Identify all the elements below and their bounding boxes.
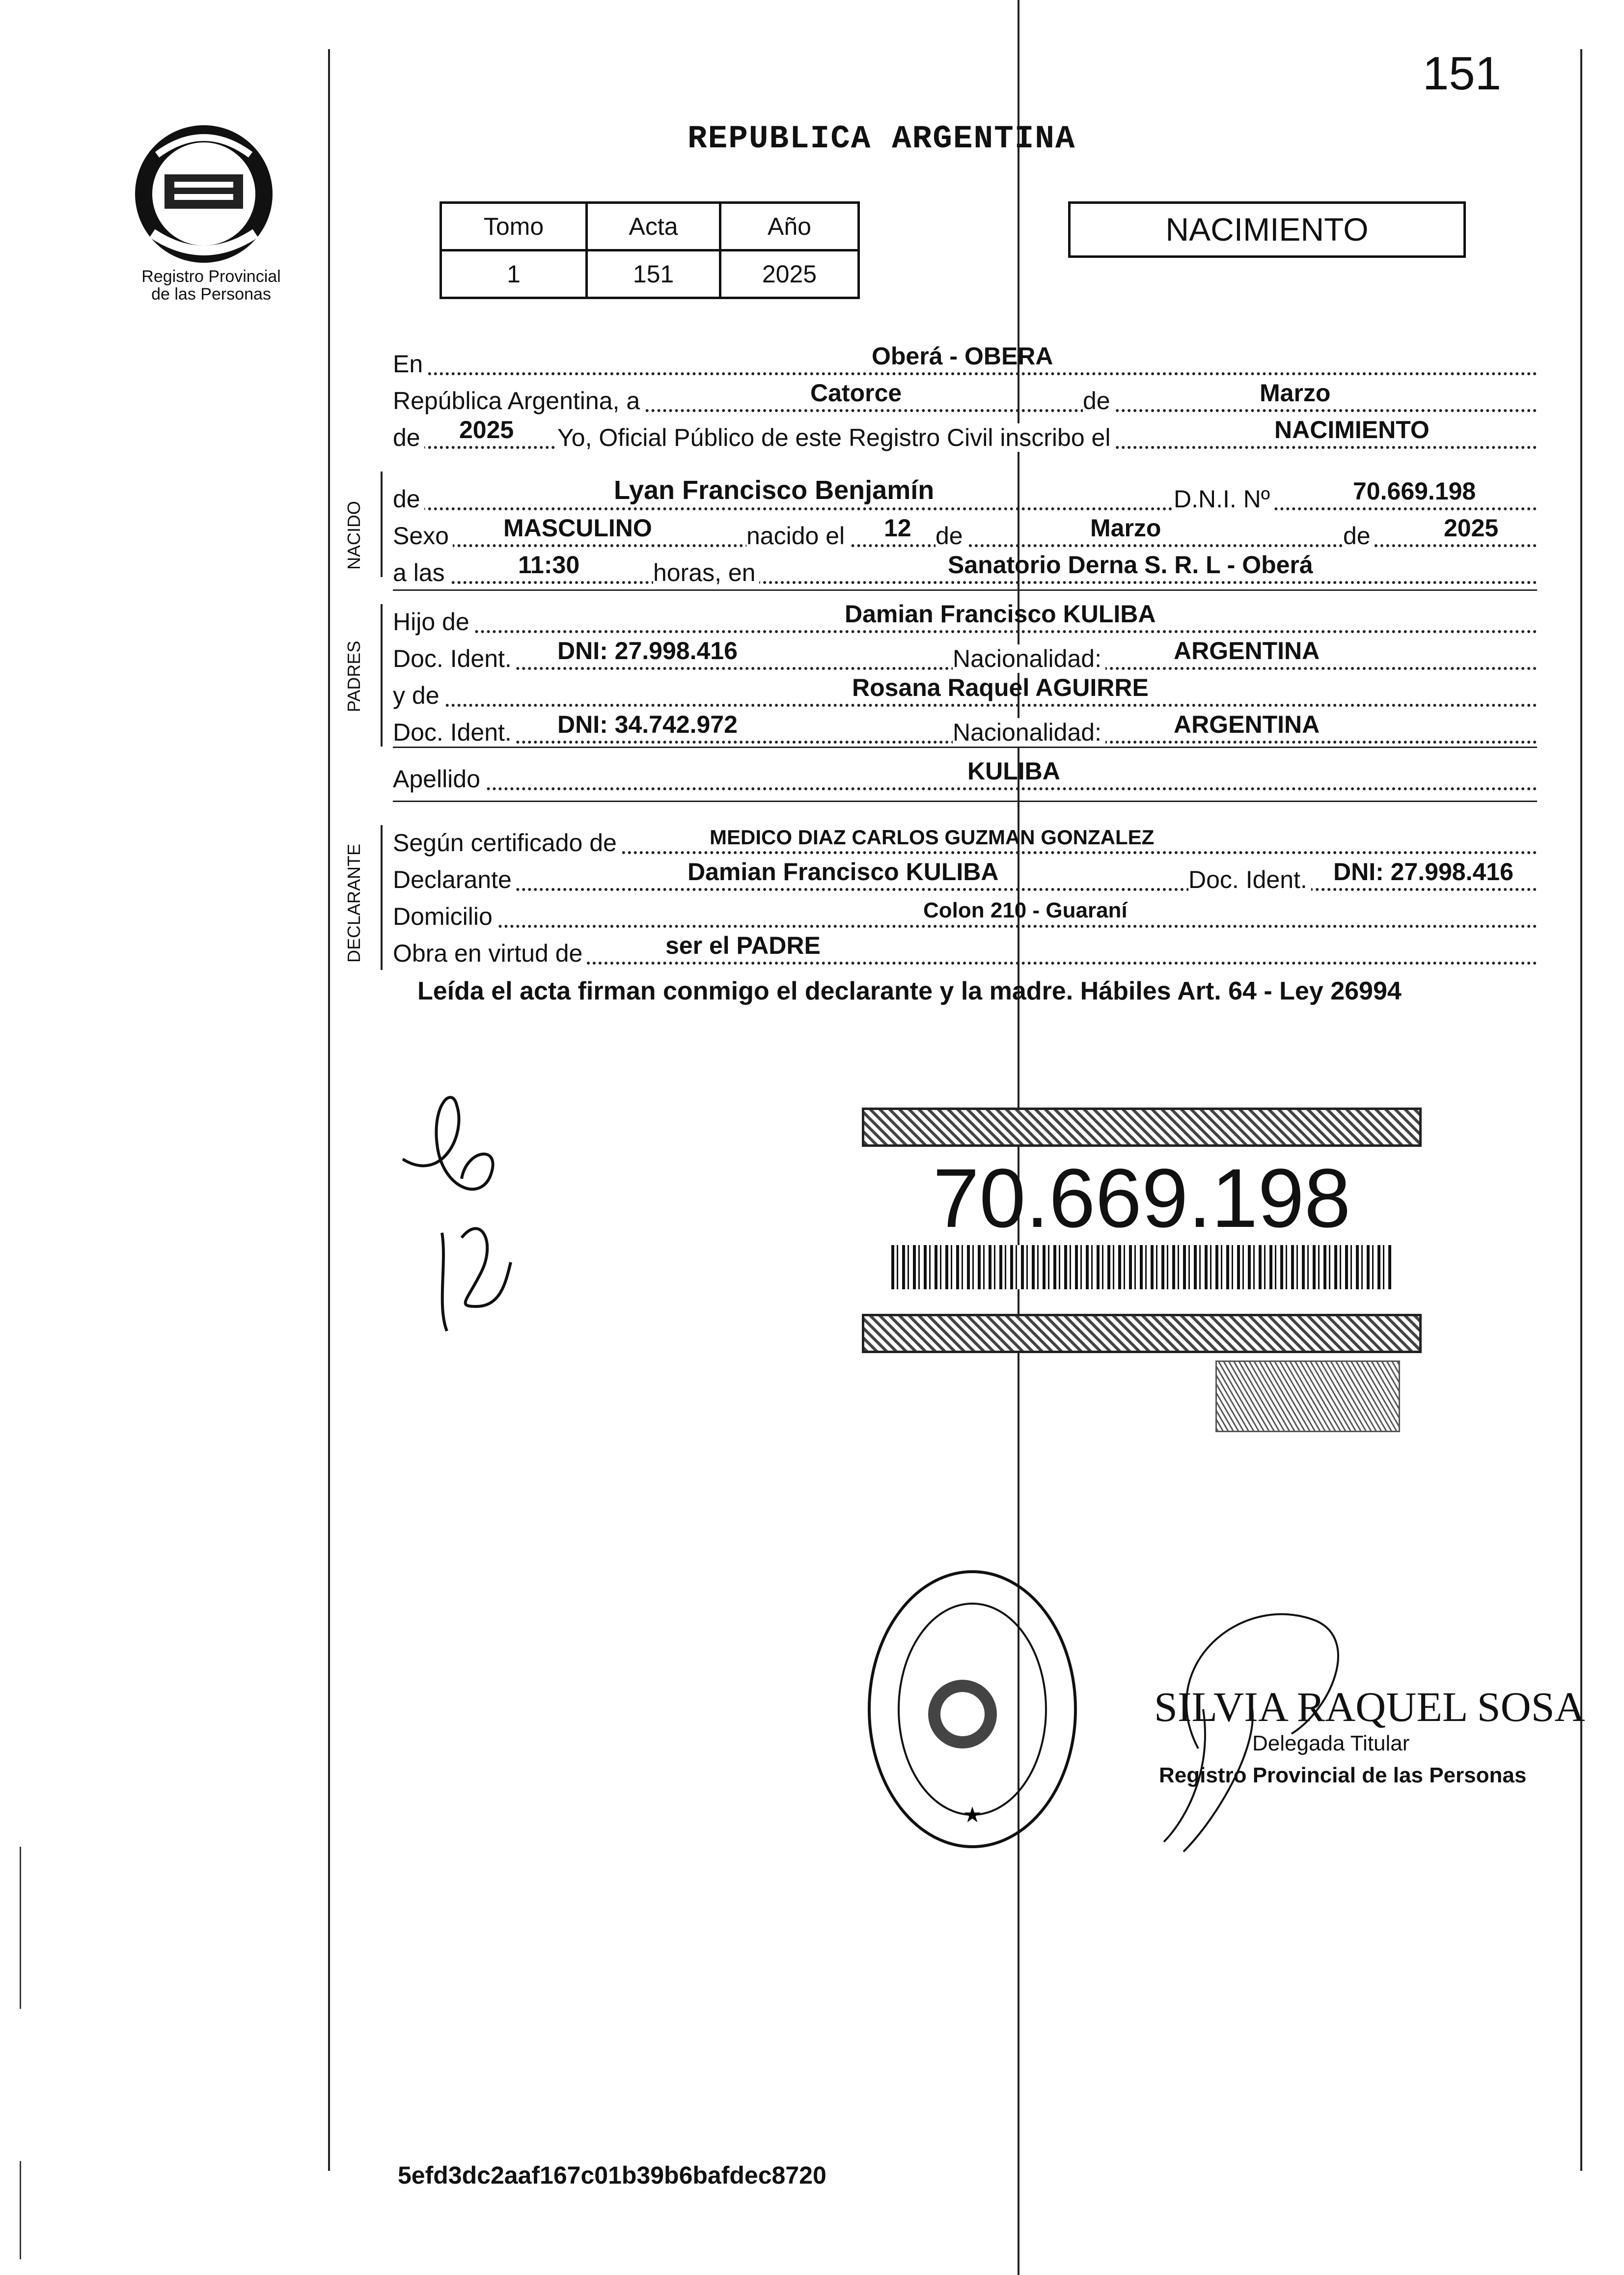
dotted-line [393, 925, 1537, 928]
nacido-de-label: de [936, 522, 967, 550]
en-value: Oberá - OBERA [872, 342, 1053, 370]
logo-caption [118, 268, 304, 303]
security-band [862, 1314, 1422, 1353]
declarante-label: Declarante [393, 865, 516, 894]
dotted-line [393, 704, 1537, 707]
section-separator [393, 589, 1537, 591]
official-name: SILVIA RAQUEL SOSA [1154, 1683, 1585, 1730]
horas-label: horas, en [653, 558, 759, 587]
anio-value: 2025 [720, 250, 859, 298]
table-row [441, 250, 859, 298]
certificado-label: Según certificado de [393, 829, 621, 857]
logo-caption-line2: de las Personas [151, 285, 271, 304]
row-madre [393, 675, 1537, 710]
svg-text:★: ★ [963, 1803, 982, 1827]
mes-value: Marzo [1260, 379, 1331, 407]
barcode [891, 1245, 1392, 1289]
row-nombre [393, 475, 1537, 513]
padres-section-label: PADRES [344, 640, 364, 712]
row-en [393, 344, 1537, 378]
padre-nac-value: ARGENTINA [1174, 637, 1320, 665]
logo-caption-line1: Registro Provincial [141, 267, 281, 286]
anio-inscripcion-value: 2025 [459, 416, 514, 444]
nombre-value: Lyan Francisco Benjamín [614, 475, 935, 505]
sexo-value: MASCULINO [503, 514, 652, 542]
page-number: 151 [1422, 47, 1501, 100]
padre-nac-label: Nacionalidad: [953, 644, 1105, 673]
barcode-number: 70.669.198 [933, 1152, 1351, 1245]
padre-doc-value: DNI: 27.998.416 [557, 637, 738, 665]
tomo-value: 1 [441, 250, 587, 298]
declarante-doc-label: Doc. Ident. [1188, 865, 1311, 894]
official-role: Delegada Titular [1252, 1731, 1410, 1755]
inscribo-value: NACIMIENTO [1274, 416, 1430, 444]
nacido-dia-value: 12 [884, 514, 911, 542]
inscribo-label: Yo, Oficial Público de este Registro Civil inscribo el [557, 423, 1114, 452]
declarant-signature [383, 1076, 560, 1351]
row-fecha [393, 381, 1537, 415]
table-header-row [441, 203, 859, 250]
closing-statement: Leída el acta firman conmigo el declarante y la madre. Hábiles Art. 64 - Ley 26994 [417, 977, 1402, 1005]
table-header-cell: Año [720, 203, 859, 250]
nacido-de2-label: de [1343, 522, 1375, 550]
row-inscripcion [393, 417, 1537, 452]
declarante-section-bar [381, 825, 383, 970]
document-title: REPUBLICA ARGENTINA [688, 120, 1076, 157]
padre-name: Damian Francisco KULIBA [845, 600, 1156, 628]
dia-value: Catorce [810, 379, 902, 407]
apellido-value: KULIBA [967, 757, 1060, 785]
row-hora [393, 553, 1537, 587]
domicilio-value: Colon 210 - Guaraní [923, 898, 1128, 922]
obra-value: ser el PADRE [665, 932, 821, 959]
dotted-line [393, 372, 1537, 375]
row-padre-doc [393, 638, 1537, 673]
hijo-label: Hijo de [393, 608, 473, 636]
section-separator [393, 801, 1537, 802]
dni-barcode-block [862, 1108, 1422, 1353]
madre-name: Rosana Raquel AGUIRRE [852, 674, 1149, 701]
nacido-anio-value: 2025 [1444, 514, 1499, 542]
official-office: Registro Provincial de las Personas [1159, 1763, 1527, 1787]
dni-label: D.N.I. Nº [1174, 485, 1274, 513]
acta-value: 151 [587, 250, 720, 298]
dotted-line [393, 888, 1537, 891]
republica-label: República Argentina, a [393, 387, 644, 415]
record-type-box: NACIMIENTO [1068, 201, 1466, 258]
domicilio-label: Domicilio [393, 902, 496, 931]
declarante-value: Damian Francisco KULIBA [688, 858, 999, 886]
scan-mark [20, 2161, 21, 2259]
record-reference-table [440, 201, 860, 299]
yde-label: y de [393, 681, 443, 710]
right-margin-line [1580, 49, 1582, 2171]
row-certificado [393, 823, 1537, 857]
de2-label: de [393, 423, 424, 452]
nombre-label: de [393, 485, 424, 513]
hora-value: 11:30 [518, 551, 580, 579]
row-declarante [393, 860, 1537, 894]
madre-nac-value: ARGENTINA [1174, 711, 1320, 738]
madre-doc-value: DNI: 34.742.972 [557, 711, 738, 738]
row-apellido [393, 759, 1537, 793]
nacido-label: nacido el [746, 522, 849, 550]
margin-line [328, 49, 330, 2171]
row-obra [393, 933, 1537, 968]
row-sexo [393, 516, 1537, 550]
dotted-line [393, 787, 1537, 790]
official-stamp [864, 1567, 1080, 1852]
row-domicilio [393, 896, 1537, 931]
declarante-section-label: DECLARANTE [344, 843, 364, 963]
province-seal-logo [123, 111, 285, 273]
row-madre-doc [393, 712, 1537, 747]
dotted-line [393, 581, 1537, 584]
madre-nac-label: Nacionalidad: [953, 718, 1105, 747]
document-hash: 5efd3dc2aaf167c01b39b6bafdec8720 [398, 2162, 826, 2189]
row-padre [393, 602, 1537, 636]
sexo-label: Sexo [393, 522, 453, 550]
certificado-value: MEDICO DIAZ CARLOS GUZMAN GONZALEZ [710, 826, 1155, 849]
padre-doc-label: Doc. Ident. [393, 644, 516, 673]
hora-label: a las [393, 558, 449, 587]
security-band [862, 1108, 1422, 1147]
de-label: de [1083, 387, 1114, 415]
apellido-label: Apellido [393, 765, 484, 793]
dni-value: 70.669.198 [1353, 477, 1476, 505]
table-header-cell: Tomo [441, 203, 587, 250]
en-label: En [393, 350, 427, 378]
declarante-doc-value: DNI: 27.998.416 [1333, 858, 1514, 886]
nacido-section-label: NACIDO [344, 500, 364, 570]
scan-mark [20, 1847, 21, 2009]
section-separator [393, 747, 1537, 748]
dotted-line [393, 507, 1537, 510]
hologram-sticker [1215, 1360, 1400, 1432]
nacido-section-bar [381, 472, 383, 577]
dotted-line [393, 630, 1537, 633]
madre-doc-label: Doc. Ident. [393, 718, 516, 747]
table-header-cell: Acta [587, 203, 720, 250]
lugar-value: Sanatorio Derna S. R. L - Oberá [948, 551, 1313, 579]
obra-label: Obra en virtud de [393, 939, 586, 968]
padres-section-bar [381, 604, 383, 747]
nacido-mes-value: Marzo [1090, 514, 1161, 542]
